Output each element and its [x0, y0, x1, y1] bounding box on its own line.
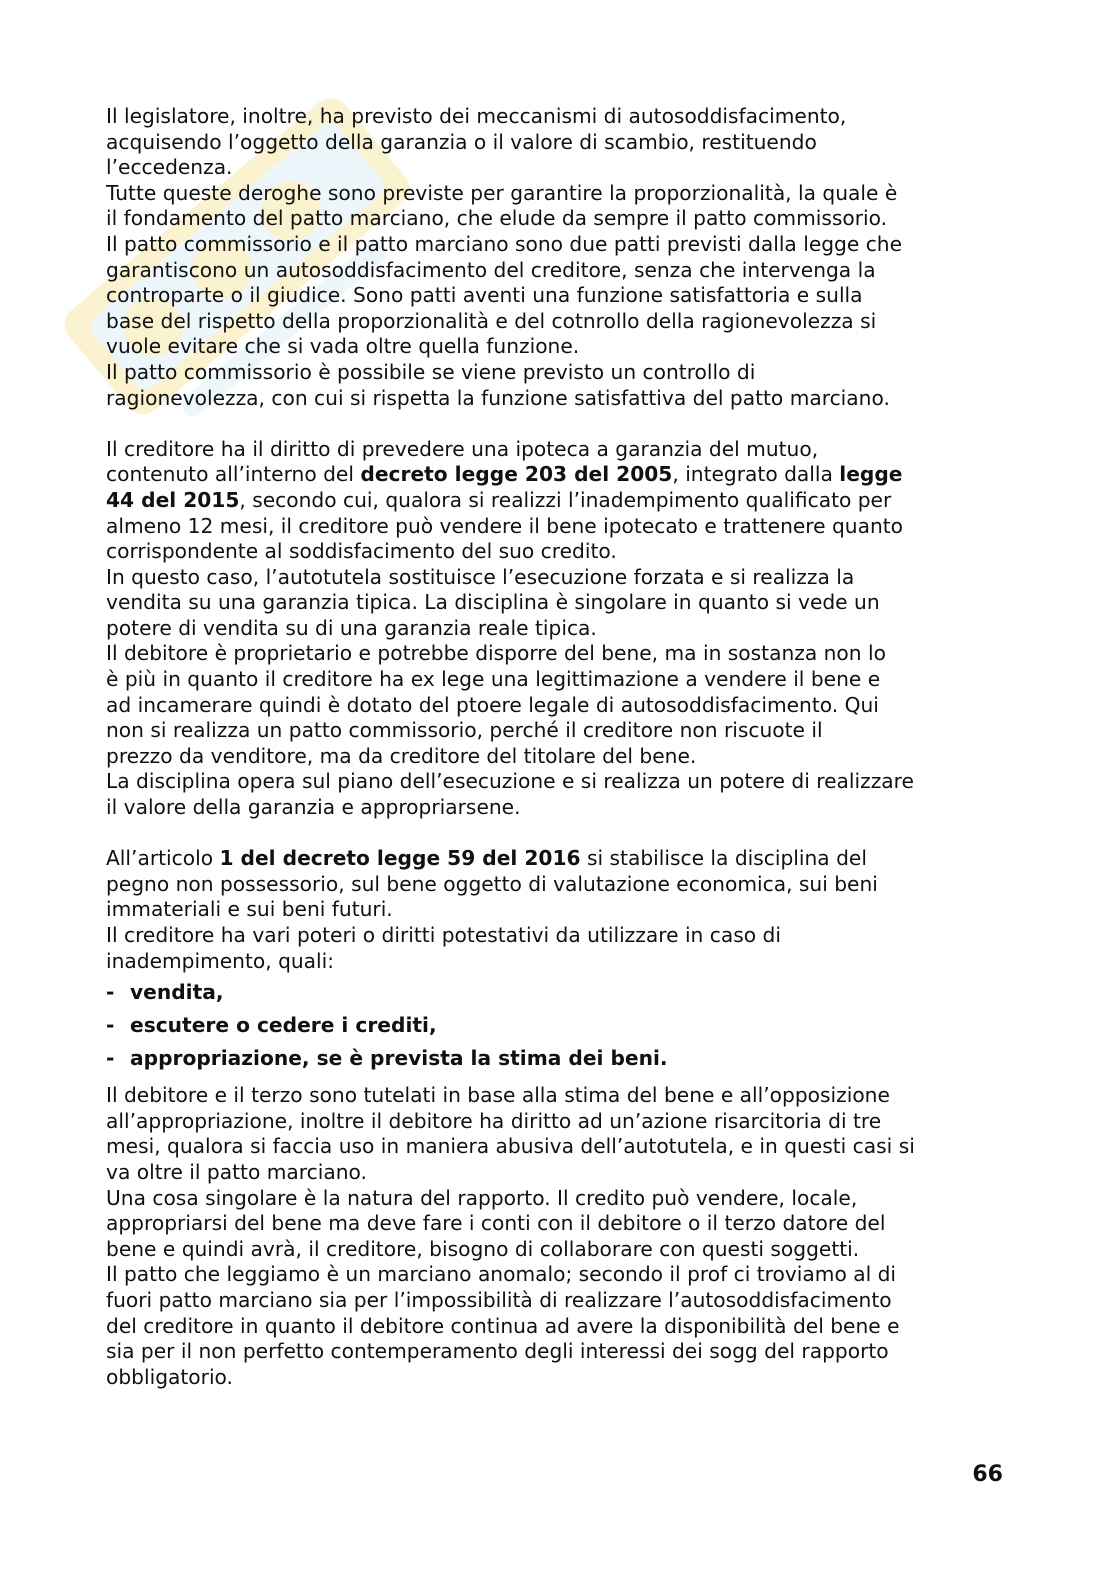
- bold-reference: decreto legge 203 del 2005: [360, 462, 673, 487]
- text-line: inadempimento, quali:: [106, 948, 335, 973]
- text-line: Il patto commissorio è possibile se viene previsto un controllo di: [106, 359, 756, 384]
- text-line: non si realizza un patto commissorio, perché il creditore non riscuote il: [106, 718, 823, 743]
- text-line: pegno non possessorio, sul bene oggetto di valutazione economica, sui beni: [106, 871, 878, 896]
- text-line: base del rispetto della proporzionalità e del cotnrollo della ragionevolezza si: [106, 308, 877, 333]
- text-line: almeno 12 mesi, il creditore può vendere il bene ipotecato e trattenere quanto: [106, 513, 904, 538]
- text-line: appropriarsi del bene ma deve fare i conti con il debitore o il terzo datore del: [106, 1211, 886, 1236]
- bullet-list: [106, 980, 1026, 1079]
- text-line: bene e quindi avrà, il creditore, bisogno di collaborare con questi soggetti.: [106, 1236, 860, 1261]
- text-line: obbligatorio.: [106, 1364, 233, 1389]
- text-line: Tutte queste deroghe sono previste per garantire la proporzionalità, la quale è: [106, 180, 898, 205]
- text-line: Il creditore ha vari poteri o diritti potestativi da utilizzare in caso di: [106, 923, 781, 947]
- text-line: il valore della garanzia e appropriarsene.: [106, 795, 521, 820]
- text-line: sia per il non perfetto contemperamento degli interessi dei sogg del rapporto: [106, 1339, 889, 1364]
- text-line: l’eccedenza.: [106, 155, 233, 180]
- text-line: La disciplina opera sul piano dell’esecuzione e si realizza un potere di realizzare: [106, 769, 914, 794]
- page-number: 66: [972, 1462, 1003, 1487]
- bullet-dash: -: [106, 1046, 115, 1071]
- paragraph-4: [106, 1083, 1026, 1390]
- text-line: fuori patto marciano sia per l’impossibilità di realizzare l’autosoddisfacimento: [106, 1287, 892, 1312]
- list-item: - appropriazione, se è prevista la stima dei beni.: [106, 1046, 668, 1071]
- text-line: controparte o il giudice. Sono patti aventi una funzione satisfattoria e sulla: [106, 283, 863, 308]
- text-line: contenuto all’interno del decreto legge 203 del 2005, integrato dalla legge: [106, 462, 903, 487]
- bullet-dash: -: [106, 1013, 115, 1038]
- text-line: vuole evitare che si vada oltre quella funzione.: [106, 334, 580, 359]
- text-line: Il patto commissorio e il patto marciano sono due patti previsti dalla legge che: [106, 231, 903, 256]
- bold-reference: 44 del 2015: [106, 487, 240, 512]
- text-line: Una cosa singolare è la natura del rapporto. Il credito può vendere, locale,: [106, 1185, 858, 1210]
- text-line: mesi, qualora si faccia uso in maniera abusiva dell’autotutela, e in questi casi si: [106, 1134, 915, 1159]
- text-line: immateriali e sui beni futuri.: [106, 897, 393, 922]
- page-body: [106, 104, 1026, 1390]
- text-line: In questo caso, l’autotutela sostituisce l’esecuzione forzata e si realizza la: [106, 564, 855, 589]
- paragraph-1: [106, 104, 1026, 411]
- text-line: Il creditore ha il diritto di prevedere una ipoteca a garanzia del mutuo,: [106, 436, 819, 461]
- text-line: va oltre il patto marciano.: [106, 1159, 367, 1184]
- text-line: 44 del 2015, secondo cui, qualora si realizzi l’inadempimento qualificato per: [106, 487, 892, 512]
- text-line: acquisendo l’oggetto della garanzia o il valore di scambio, restituendo: [106, 129, 817, 154]
- text-line: ad incamerare quindi è dotato del ptoere legale di autosoddisfacimento. Qui: [106, 692, 879, 717]
- text-line: potere di vendita su di una garanzia reale tipica.: [106, 615, 597, 640]
- text-line: garantiscono un autosoddisfacimento del creditore, senza che intervenga la: [106, 257, 876, 282]
- list-item: - vendita,: [106, 980, 224, 1005]
- list-item: - escutere o cedere i crediti,: [106, 1013, 437, 1038]
- text-line: Il legislatore, inoltre, ha previsto dei meccanismi di autosoddisfacimento,: [106, 104, 847, 128]
- text-line: del creditore in quanto il debitore continua ad avere la disponibilità del bene e: [106, 1313, 900, 1338]
- text-line: all’appropriazione, inoltre il debitore ha diritto ad un’azione risarcitoria di tre: [106, 1108, 882, 1133]
- paragraph-3: [106, 846, 1026, 974]
- text-line: corrispondente al soddisfacimento del suo credito.: [106, 539, 617, 564]
- text-line: ragionevolezza, con cui si rispetta la funzione satisfattiva del patto marciano.: [106, 385, 890, 410]
- text-line: il fondamento del patto marciano, che elude da sempre il patto commissorio.: [106, 206, 888, 231]
- text-line: Il debitore e il terzo sono tutelati in base alla stima del bene e all’opposizione: [106, 1083, 890, 1108]
- text-line: prezzo da venditore, ma da creditore del titolare del bene.: [106, 743, 697, 768]
- bold-reference: legge: [839, 462, 903, 487]
- text-line: Il debitore è proprietario e potrebbe disporre del bene, ma in sostanza non lo: [106, 641, 886, 666]
- text-line: Il patto che leggiamo è un marciano anomalo; secondo il prof ci troviamo al di: [106, 1262, 897, 1287]
- text-line: è più in quanto il creditore ha ex lege una legittimazione a vendere il bene e: [106, 667, 881, 692]
- paragraph-2: [106, 437, 1026, 821]
- bold-reference: 1 del decreto legge 59 del 2016: [219, 846, 581, 871]
- bullet-dash: -: [106, 980, 115, 1005]
- text-line: All’articolo 1 del decreto legge 59 del 2016 si stabilisce la disciplina del: [106, 846, 867, 871]
- text-line: vendita su una garanzia tipica. La disciplina è singolare in quanto si vede un: [106, 590, 880, 615]
